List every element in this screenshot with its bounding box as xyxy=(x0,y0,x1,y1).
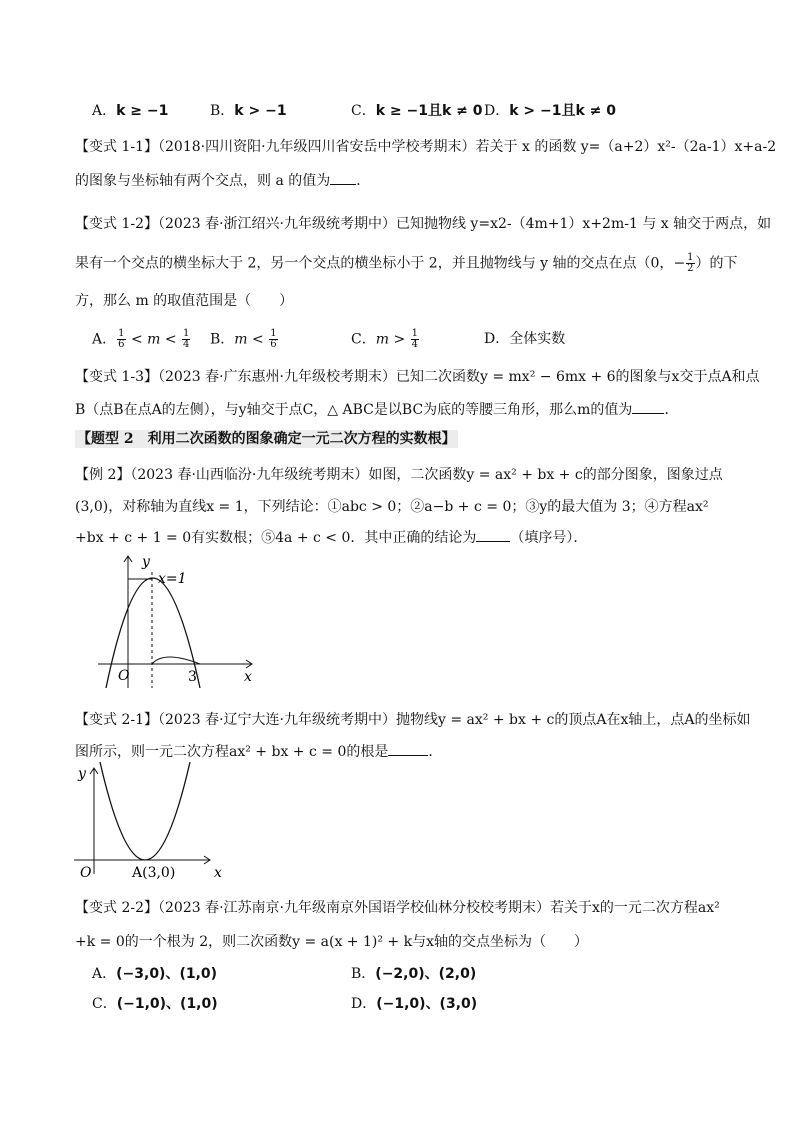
parabola-figure-1 xyxy=(92,548,272,693)
example-2-line-1: 【例 2】（2023 春·山西临汾·九年级统考期末）如图，二次函数y = ax² + bx + c的部分图象，图象过点 xyxy=(75,467,723,483)
q1-option-c[interactable]: C．k ≥ −1且k ≠ 0 xyxy=(351,103,483,119)
q1-option-b[interactable]: B．k > −1 xyxy=(210,103,287,119)
vertex-label: A(3,0) xyxy=(132,865,176,881)
v12-option-d[interactable]: D．全体实数 xyxy=(484,331,566,347)
fraction-one-half: $\frac{1}{2}$ xyxy=(687,252,694,274)
variant-1-2-line-2: 果有一个交点的横坐标大于 2，另一个交点的横坐标小于 2，并且抛物线与 y 轴的交点在点（0，− $\frac{1}{2}$ ）的下 xyxy=(75,252,738,274)
origin-label: O xyxy=(80,865,92,881)
variant-1-3-line-2: B（点B在点A的左侧），与y轴交于点C，△ ABC是以BC为底的等腰三角形，那么m的值为 ． xyxy=(75,399,678,420)
example-tag: 【例 2】 xyxy=(75,467,131,483)
variant-source: （2023 春·浙江绍兴·九年级统考期中） xyxy=(158,216,396,232)
example-source: （2023 春·山西临汾·九年级统考期末） xyxy=(130,467,369,483)
variant-1-3-line-1: 【变式 1-3】（2023 春·广东惠州·九年级校考期末）已知二次函数y = mx² − 6mx + 6的图象与x交于点A和点 xyxy=(75,369,760,385)
variant-1-1-line-2: 的图象与坐标轴有两个交点，则 a 的值为 ． xyxy=(75,170,370,191)
example-2-line-2: (3,0)，对称轴为直线x = 1，下列结论：①abc > 0；②a−b + c = 0；③y的最大值为 3；④方程ax² xyxy=(75,499,709,515)
variant-source: （2023 春·辽宁大连·九年级统考期中） xyxy=(158,712,396,728)
v12-option-b[interactable]: B．m < $\frac{1}{6}$ xyxy=(210,328,277,350)
y-axis-label: y xyxy=(142,554,150,570)
v22-option-d[interactable]: D．(−1,0)、(3,0) xyxy=(351,996,478,1012)
variant-1-1-line-1: 【变式 1-1】（2018·四川资阳·九年级四川省安岳中学校考期末）若关于 x 的函数 y=（a+2）x²-（2a-1）x+a-2 xyxy=(75,139,777,155)
variant-2-1-line-1: 【变式 2-1】（2023 春·辽宁大连·九年级统考期中）抛物线y = ax² + bx + c的顶点A在x轴上，点A的坐标如 xyxy=(75,712,751,728)
x-axis-label: x xyxy=(244,669,252,685)
answer-blank[interactable] xyxy=(330,170,356,185)
section-header-type-2: 【题型 2 利用二次函数的图象确定一元二次方程的实数根】 xyxy=(77,431,456,447)
q1-option-a[interactable]: A．k ≥ −1 xyxy=(92,103,169,119)
variant-2-1-line-2: 图所示，则一元二次方程ax² + bx + c = 0的根是 ． xyxy=(75,741,442,762)
answer-blank[interactable] xyxy=(388,741,428,756)
variant-tag: 【变式 1-2】 xyxy=(75,216,158,232)
variant-source: （2018·四川资阳·九年级四川省安岳中学校考期末） xyxy=(158,139,476,155)
variant-2-2-line-2: +k = 0的一个根为 2，则二次函数y = a(x + 1)² + k与x轴的交点坐标为（ ） xyxy=(75,934,588,950)
variant-tag: 【变式 1-3】 xyxy=(75,369,158,385)
v22-option-b[interactable]: B．(−2,0)、(2,0) xyxy=(351,966,477,982)
variant-source: （2023 春·江苏南京·九年级南京外国语学校仙林分校校考期末） xyxy=(158,900,550,916)
example-2-line-3: +bx + c + 1 = 0有实数根；⑤4a + c < 0．其中正确的结论为 （填序号）． xyxy=(75,527,587,548)
v22-option-a[interactable]: A．(−3,0)、(1,0) xyxy=(92,966,218,982)
x-intercept-label: 3 xyxy=(188,669,197,685)
v22-option-c[interactable]: C．(−1,0)、(1,0) xyxy=(92,996,218,1012)
x-axis-label: x xyxy=(214,865,222,881)
parabola-curve xyxy=(100,762,190,860)
v12-option-c[interactable]: C．m > $\frac{1}{4}$ xyxy=(351,328,418,350)
y-axis-label: y xyxy=(78,766,86,782)
v12-option-a[interactable]: A． $\frac{1}{6}$ < m < $\frac{1}{4}$ xyxy=(92,328,190,350)
variant-tag: 【变式 2-1】 xyxy=(75,712,158,728)
variant-tag: 【变式 1-1】 xyxy=(75,139,158,155)
origin-label: O xyxy=(118,668,130,684)
variant-tag: 【变式 2-2】 xyxy=(75,900,158,916)
variant-1-2-line-3: 方，那么 m 的取值范围是（ ） xyxy=(75,293,294,309)
answer-blank[interactable] xyxy=(476,527,510,542)
q1-option-d[interactable]: D．k > −1且k ≠ 0 xyxy=(484,103,617,119)
symmetry-axis-label: x=1 xyxy=(158,571,187,587)
parabola-figure-2 xyxy=(70,762,230,892)
variant-2-2-line-1: 【变式 2-2】（2023 春·江苏南京·九年级南京外国语学校仙林分校校考期末）若关于x的一元二次方程ax² xyxy=(75,900,720,916)
variant-1-2-line-1: 【变式 1-2】（2023 春·浙江绍兴·九年级统考期中）已知抛物线 y=x2-（4m+1）x+2m-1 与 x 轴交于两点，如 xyxy=(75,216,772,232)
variant-source: （2023 春·广东惠州·九年级校考期末） xyxy=(158,369,396,385)
answer-blank[interactable] xyxy=(632,399,664,414)
